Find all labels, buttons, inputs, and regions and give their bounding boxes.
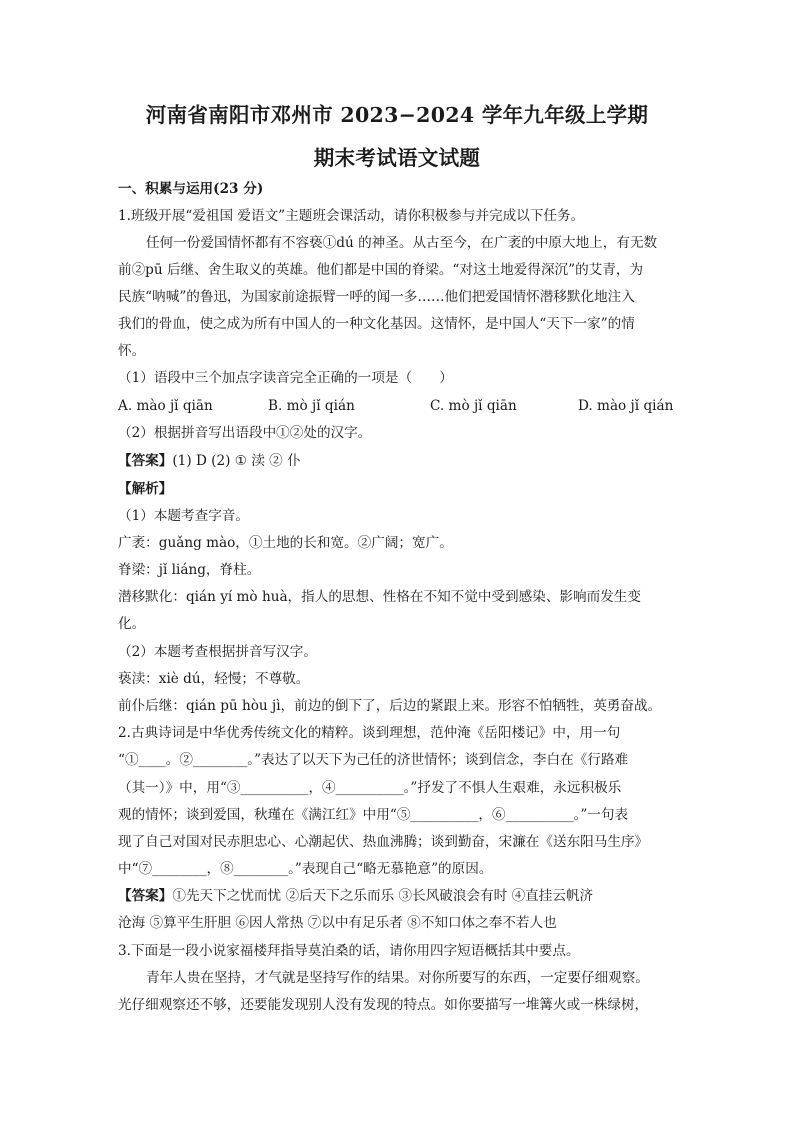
analysis-label: 【解析】	[118, 481, 173, 497]
q3-paragraph-line: 青年人贵在坚持，才气就是坚持写作的结果。对你所要写的东西，一定要仔细观察。	[146, 970, 649, 986]
answer-text: (1) D (2) ① 渎 ② 仆	[172, 453, 301, 469]
analysis-line: 亵渎：xiè dú，轻慢；不尊敬。	[118, 671, 310, 687]
exam-title-line2: 期末考试语文试题	[313, 146, 481, 170]
option-a: A. mào jǐ qiān	[118, 398, 213, 414]
q1-paragraph-line: 民族“呐喊”的鲁迅，为国家前途振臂一呼的闻一多……他们把爱国情怀潜移默化地注入	[118, 289, 635, 305]
analysis-line: 前仆后继：qián pū hòu jì，前边的倒下了，后边的紧跟上来。形容不怕牺牲，英勇奋战。	[118, 698, 662, 714]
q3-paragraph-line: 光仔细观察还不够，还要能发现别人没有发现的特点。如你要描写一堆篝火或一株绿树，	[118, 997, 649, 1013]
q1-paragraph-line: 我们的骨血，使之成为所有中国人的一种文化基因。这情怀，是中国人“天下一家”的情	[118, 316, 635, 332]
analysis-line: 化。	[118, 616, 146, 632]
answer-label: 【答案】	[118, 453, 173, 469]
q1-paragraph-line: 怀。	[118, 343, 146, 359]
q1-paragraph-line: 前②pū 后继、舍生取义的英雄。他们都是中国的脊梁。“对这土地爱得深沉”的艾青，为	[118, 262, 644, 278]
option-c: C. mò jǐ qiān	[430, 398, 517, 414]
q1-sub-question-2: （2）根据拼音写出语段中①②处的汉字。	[118, 425, 372, 441]
section-heading: 一、积累与运用(23 分)	[118, 181, 264, 197]
q1-sub-question-1: （1）语段中三个加点字读音完全正确的一项是（ ）	[118, 370, 453, 386]
analysis-line: 脊梁：jǐ liáng，脊柱。	[118, 562, 261, 578]
q2-answer	[118, 887, 708, 905]
option-b: B. mò jǐ qián	[268, 398, 355, 414]
q3-stem: 3.下面是一段小说家福楼拜指导莫泊桑的话，请你用四字短语概括其中要点。	[118, 943, 580, 959]
q2-line: “①____。②________。”表达了以天下为己任的济世情怀；谈到信念，李白在《行路难	[118, 752, 629, 768]
q1-answer	[118, 452, 678, 470]
q1-stem: 1.班级开展“爱祖国 爱语文”主题班会课活动，请你积极参与并完成以下任务。	[118, 208, 585, 224]
q2-line: 中“⑦________，⑧________。”表现自己“略无慕艳意”的原因。	[118, 861, 493, 877]
analysis-line: 广袤：guǎng mào，①土地的长和宽。②广阔；宽广。	[118, 535, 453, 551]
analysis-line: （2）本题考查根据拼音写汉字。	[118, 644, 317, 660]
q2-line: 2.古典诗词是中华优秀传统文化的精粹。谈到理想，范仲淹《岳阳楼记》中，用一句	[118, 725, 621, 741]
q1-paragraph-line: 任何一份爱国情怀都有不容亵①dú 的神圣。从古至今，在广袤的中原大地上，有无数	[146, 235, 658, 251]
q2-line: 现了自己对国对民赤胆忠心、心潮起伏、热血沸腾；谈到勤奋，宋濂在《送东阳马生序》	[118, 834, 649, 850]
option-d: D. mào jǐ qián	[578, 398, 674, 414]
q2-answer-line2: 沧海 ⑤算平生肝胆 ⑥因人常热 ⑦以中有足乐者 ⑧不知口体之奉不若人也	[118, 915, 557, 931]
answer-text: ①先天下之忧而忧 ②后天下之乐而乐 ③长风破浪会有时 ④直挂云帆济	[172, 888, 594, 904]
analysis-line: （1）本题考查字音。	[118, 508, 249, 524]
q1-options-row	[118, 397, 708, 415]
analysis-line: 潜移默化：qián yí mò huà，指人的思想、性格在不知不觉中受到感染、影响而发生变	[118, 589, 641, 605]
answer-label: 【答案】	[118, 888, 173, 904]
q2-line: （其一）》中，用“③__________，④__________。”抒发了不惧人生艰难，永远积极乐	[118, 780, 622, 796]
exam-title-line1: 河南省南阳市邓州市 2023−2024 学年九年级上学期	[145, 103, 649, 127]
q2-line: 观的情怀；谈到爱国，秋瑾在《满江红》中用“⑤__________，⑥__________。”一句表	[118, 807, 629, 823]
